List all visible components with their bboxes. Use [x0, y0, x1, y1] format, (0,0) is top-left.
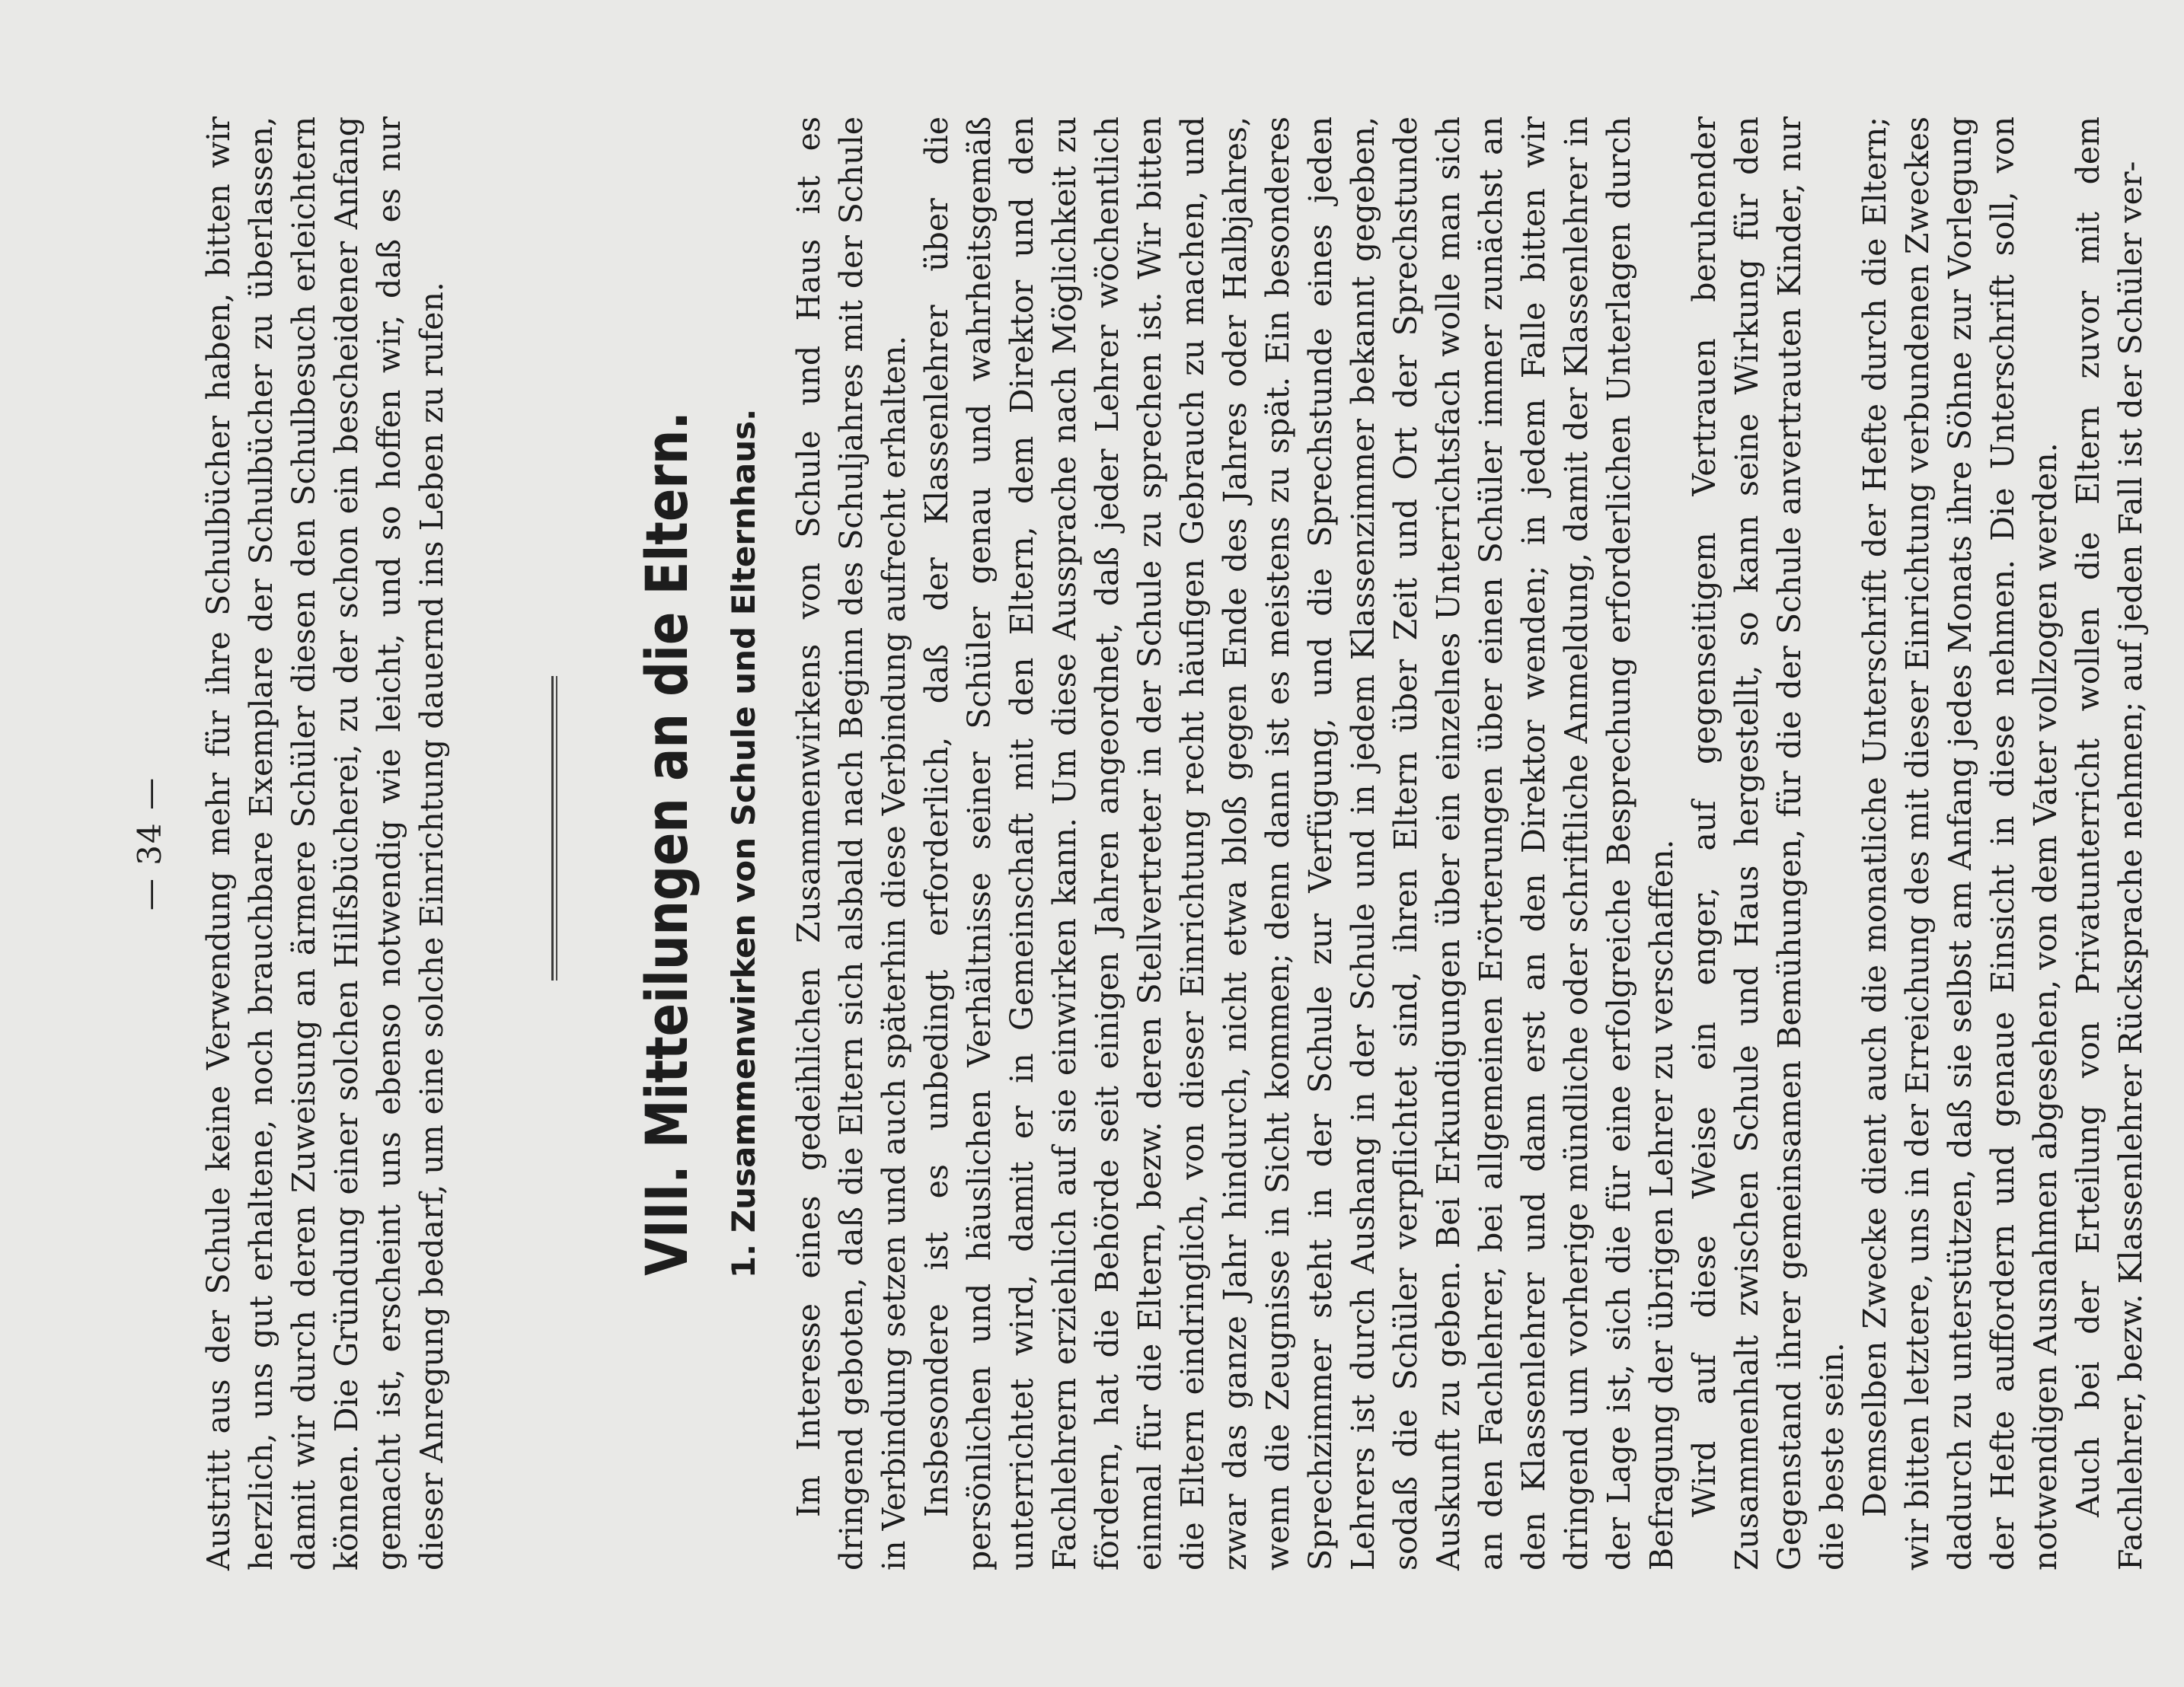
- rotated-document-page: [106, 82, 2149, 1605]
- intro-paragraph: Austritt aus der Schule keine Verwendung mehr für ihre Schulbücher haben, bitten wir herzlich, uns gut erhaltene, noch brauchbare Exemplare der Schulbücher zu überlassen, damit wir durch deren Zuweisung an ärmere Schüler diesen den Schulbesuch erleichtern können. Die Gründung einer solchen Hilfsbücherei, zu der schon ein bescheidener Anfang gemacht ist, erscheint uns ebenso notwendig wie leicht, und so hoffen wir, daß es nur dieser Anregung bedarf, um eine solche Einrichtung dauernd ins Leben zu rufen.: [200, 116, 450, 1571]
- body-text-block: [787, 116, 2152, 1571]
- body-paragraph: Auch bei der Erteilung von Privatunterricht wollen die Eltern zuvor mit dem Fachlehrer, bezw. Klassenlehrer Rücksprache nehmen; auf jeden Fall ist der Schüler ver-: [2070, 116, 2149, 1571]
- page-number: — 34 —: [131, 776, 168, 911]
- chapter-title: VIII. Mitteilungen an die Eltern.: [634, 411, 701, 1276]
- body-paragraph: Demselben Zwecke dient auch die monatliche Unterschrift der Hefte durch die Eltern; wir bitten letztere, uns in der Erreichung des mit dieser Einrichtung verbundenen Zweckes dadurch zu unterstützen, daß sie selbst am Anfang jedes Monats ihre Söhne zur Vorlegung der Hefte auffordern und genaue Einsicht in diese nehmen. Die Unterschrift soll, von notwendigen Ausnahmen abgesehen, von dem Vater vollzogen werden.: [1857, 116, 2064, 1571]
- section-divider: [551, 676, 556, 981]
- section-title: 1. Zusammenwirken von Schule und Elternhaus.: [725, 408, 762, 1279]
- body-paragraph: Im Interesse eines gedeihlichen Zusammenwirkens von Schule und Haus ist es dringend geboten, daß die Eltern sich alsbald nach Beginn des Schuljahres mit der Schule in Verbindung setzen und auch späterhin diese Verbindung aufrecht erhalten.: [790, 116, 912, 1571]
- body-paragraph: Insbesondere ist es unbedingt erforderlich, daß der Klassenlehrer über die persönlichen und häuslichen Verhältnisse seiner Schüler genau und wahrheitsgemäß unterrichtet wird, damit er in Gemeinschaft mit den Eltern, dem Direktor und den Fachlehrern erziehlich auf sie einwirken kann. Um diese Aussprache nach Möglichkeit zu fördern, hat die Behörde seit einigen Jahren angeordnet, daß jeder Lehrer wöchentlich einmal für die Eltern, bezw. deren Stellvertreter in der Schule zu sprechen ist. Wir bitten die Eltern eindringlich, von dieser Einrichtung recht häufigen Gebrauch zu machen, und zwar das ganze Jahr hindurch, nicht etwa bloß gegen Ende des Jahres oder Halbjahres, wenn die Zeugnisse in Sicht kommen; denn dann ist es meistens zu spät. Ein besonderes Sprechzimmer steht in der Schule zur Verfügung, und die Sprechstunde eines jeden Lehrers ist durch Aushang in der Schule und in jedem Klassenzimmer bekannt gegeben, sodaß die Schüler verpflichtet sind, ihren Eltern über Zeit und Ort der Sprechstunde Auskunft zu geben. Bei Erkundigungen über ein einzelnes Unterrichtsfach wolle man sich an den Fachlehrer, bei allgemeinen Erörterungen über einen Schüler immer zunächst an den Klassenlehrer und dann erst an den Direktor wenden; in jedem Falle bitten wir dringend um vorherige mündliche oder schriftliche Anmeldung, damit der Klassenlehrer in der Lage ist, sich die für eine erfolgreiche Besprechung erforderlichen Unterlagen durch Befragung der übrigen Lehrer zu verschaffen.: [918, 116, 1680, 1571]
- body-paragraph: Wird auf diese Weise ein enger, auf gegenseitigem Vertrauen beruhender Zusammenhalt zwischen Schule und Haus hergestellt, so kann seine Wirkung für den Gegenstand ihrer gemeinsamen Bemühungen, für die der Schule anvertrauten Kinder, nur die beste sein.: [1686, 116, 1850, 1571]
- intro-text-block: [197, 116, 453, 1571]
